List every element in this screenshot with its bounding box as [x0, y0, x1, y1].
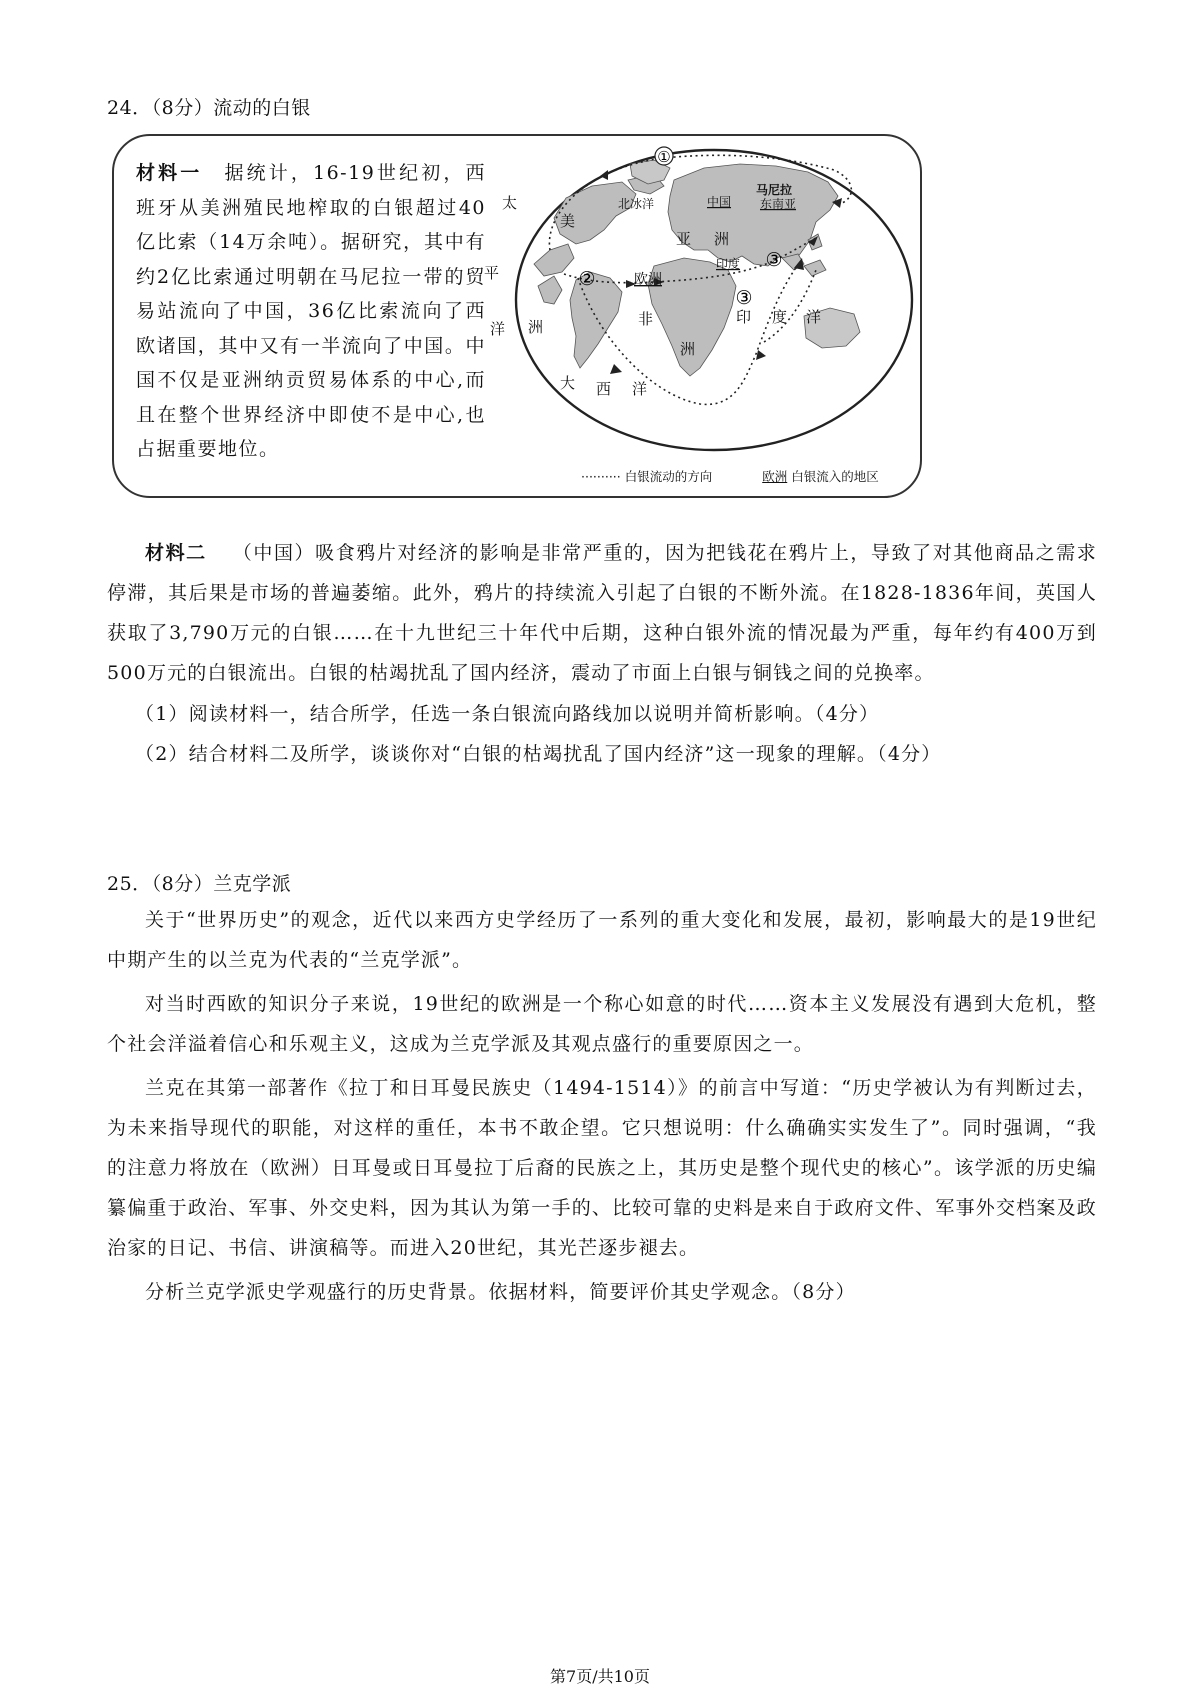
india-label: 印度 [716, 257, 741, 271]
atlantic-label-2: 西 [596, 381, 612, 398]
material-two-text: （中国）吸食鸦片对经济的影响是非常严重的，因为把钱花在鸦片上，导致了对其他商品之需求停滞，其后果是市场的普遍萎缩。此外，鸦片的持续流入引起了白银的不断外流。在1828-1836年间，英国人获取了3,790万元的白银……在十九世纪三十年代中后期，这种白银外流的情况最为严重，每年约有400万到500万元的白银流出。白银的枯竭扰乱了国内经济，震动了市面上白银与铜钱之间的兑换率。 [107, 542, 1097, 684]
material-two-paragraph [107, 533, 1097, 693]
route-two-marker [578, 268, 595, 290]
map-legend [581, 467, 879, 485]
question-25-prompt: 分析兰克学派史学观盛行的历史背景。依据材料，简要评价其史学观念。（8分） [145, 1281, 856, 1303]
atlantic-label-1: 大 [560, 375, 576, 392]
indian-ocean-label-2: 度 [772, 309, 788, 326]
arctic-label: 北冰洋 [618, 197, 655, 211]
atlantic-label-3: 洋 [632, 381, 648, 398]
africa-label-1: 非 [638, 311, 654, 328]
route-three-marker-b [735, 287, 752, 309]
manila-label: 马尼拉 [756, 183, 793, 197]
america-label-2: 洲 [528, 319, 544, 336]
legend-region-text: 白银流入的地区 [791, 469, 879, 484]
africa-label-2: 洲 [680, 341, 696, 358]
pacific-label-2: 平 [484, 265, 500, 282]
legend-region-sample: 欧洲 [762, 469, 788, 484]
material-one-label: 材料一 [136, 162, 203, 184]
question-25-title: 25．（8分）兰克学派 [107, 873, 292, 895]
material-one-text: 据统计，16-19世纪初，西班牙从美洲殖民地榨取的白银超过40亿比索（14万余吨）。据研究，其中有约2亿比索通过明朝在马尼拉一带的贸易站流向了中国，36亿比索流向了西欧诸国，其中又有一半流向了中国。中国不仅是亚洲纳贡贸易体系的中心,而且在整个世界经济中即使不是中心,也占据重要地位。 [136, 162, 486, 460]
asia-label-1: 亚 [676, 231, 692, 248]
question-25-paragraph-3: 兰克在其第一部著作《拉丁和日耳曼民族史（1494-1514）》的前言中写道：“历史学被认为有判断过去，为未来指导现代的职能，对这样的重任，本书不敢企望。它只想说明：什么确确实实发生了”。同时强调，“我的注意力将放在（欧洲）日耳曼或日耳曼拉丁后裔的民族之上，其历史是整个现代史的核心”。该学派的历史编纂偏重于政治、军事、外交史料，因为其认为第一手的、比较可靠的史料是来自于政府文件、军事外交档案及政治家的日记、书信、讲演稿等。而进入20世纪，其光芒逐步褪去。 [107, 1077, 1097, 1259]
route-three-marker-a [765, 249, 782, 271]
legend-dotted-line: ·········· [581, 469, 621, 484]
map-svg [484, 146, 920, 478]
route-three-label-b: ③ [735, 287, 753, 309]
question-24-part-2: （2）结合材料二及所学，谈谈你对“白银的枯竭扰乱了国内经济”这一现象的理解。（4分） [135, 743, 942, 765]
route-three-label-a: ③ [765, 249, 783, 271]
question-24-part-1: （1）阅读材料一，结合所学，任选一条白银流向路线加以说明并简析影响。（4分） [135, 703, 880, 725]
page-number: 第7页/共10页 [550, 1667, 650, 1686]
indian-ocean-label-1: 印 [736, 309, 752, 326]
southeast-asia-label: 东南亚 [760, 197, 797, 211]
pacific-label-1: 太 [502, 195, 518, 212]
pacific-label-3: 洋 [490, 321, 506, 338]
question-24-title: 24．（8分）流动的白银 [107, 97, 311, 119]
europe-label: 欧洲 [634, 271, 662, 287]
silver-flow-world-map [484, 146, 920, 478]
material-two-label: 材料二 [145, 542, 207, 564]
america-label-1: 美 [560, 213, 576, 230]
route-two-label: ② [578, 268, 596, 290]
material-one-text-block [136, 156, 486, 467]
legend-route-text: 白银流动的方向 [624, 469, 713, 484]
route-one-label: ① [657, 148, 671, 166]
question-25-paragraph-1: 关于“世界历史”的观念，近代以来西方史学经历了一系列的重大变化和发展，最初，影响最大的是19世纪中期产生的以兰克为代表的“兰克学派”。 [107, 909, 1097, 971]
question-25-paragraph-2: 对当时西欧的知识分子来说，19世纪的欧洲是一个称心如意的时代……资本主义发展没有遇到大危机，整个社会洋溢着信心和乐观主义，这成为兰克学派及其观点盛行的重要原因之一。 [107, 993, 1097, 1055]
indian-ocean-label-3: 洋 [806, 309, 822, 326]
asia-label-2: 洲 [714, 231, 730, 248]
china-label: 中国 [707, 195, 732, 209]
route-one-marker [655, 147, 673, 166]
